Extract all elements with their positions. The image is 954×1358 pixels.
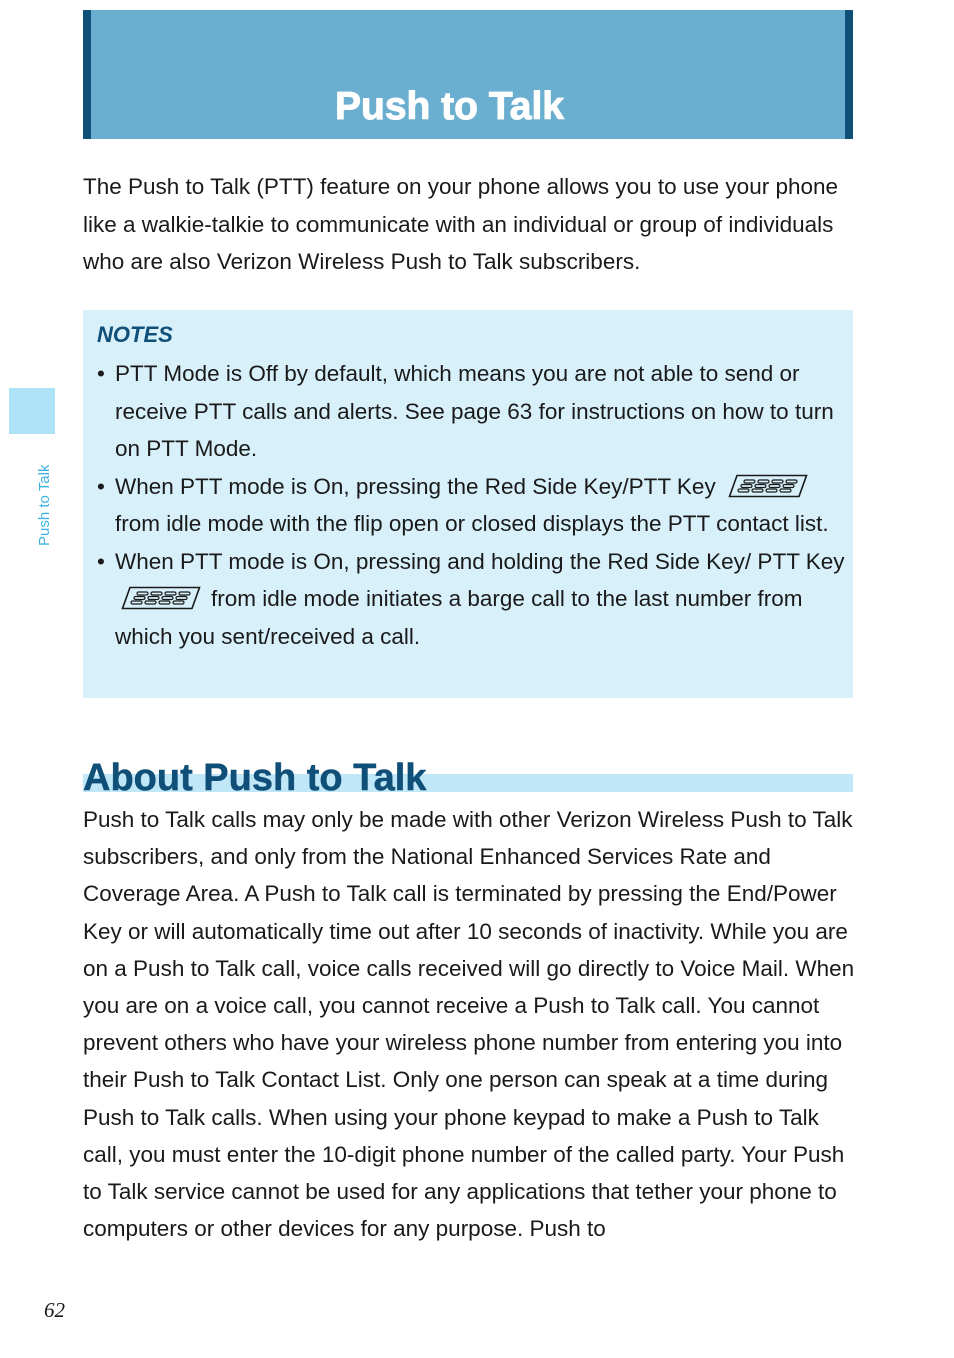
notes-list bbox=[97, 355, 847, 655]
note-text-before: When PTT mode is On, pressing the Red Side Key/PTT Key bbox=[115, 473, 716, 499]
intro-paragraph: The Push to Talk (PTT) feature on your phone allows you to use your phone like a walkie-talkie to communicate with an individual or group of individuals who are also Verizon Wireless Push to Talk subscribers. bbox=[83, 174, 839, 274]
page-number: 62 bbox=[44, 1298, 65, 1322]
title-banner bbox=[83, 10, 853, 139]
section-title: About Push to Talk bbox=[83, 757, 427, 799]
note-item bbox=[97, 355, 847, 468]
note-text-after: from idle mode with the flip open or closed displays the PTT contact list. bbox=[115, 511, 829, 536]
bullet: • bbox=[97, 473, 105, 499]
sidebar-tab bbox=[9, 388, 55, 434]
note-item bbox=[97, 543, 847, 656]
notes-box bbox=[83, 310, 853, 698]
bullet: • bbox=[97, 548, 105, 574]
note-item bbox=[97, 468, 847, 543]
note-text-before: When PTT mode is On, pressing and holding the Red Side Key/ PTT Key bbox=[115, 548, 845, 574]
note-text: PTT Mode is Off by default, which means you are not able to send or receive PTT calls and alerts. See page 63 for instructions on how to turn on PTT Mode. bbox=[115, 361, 834, 461]
section-body: Push to Talk calls may only be made with other Verizon Wireless Push to Talk subscribers, and only from the National Enhanced Services Rate and Coverage Area. A Push to Talk call is terminated by pressing the End/Power Key or will automatically time out after 10 seconds of inactivity. While you are on a Push to Talk call, voice calls received will go directly to Voice Mail. When you are on a voice call, you cannot receive a Push to Talk call. You cannot prevent others who have your wireless phone number from entering you into their Push to Talk Contact List. Only one person can speak at a time during Push to Talk calls. When using your phone keypad to make a Push to Talk call, you must enter the 10-digit phone number of the called party. Your Push to Talk service cannot be used for any applications that tether your phone to computers or other devices for any purpose. Push to bbox=[83, 807, 855, 1242]
sidebar-section-label: Push to Talk bbox=[36, 464, 53, 546]
note-text-after: from idle mode initiates a barge call to the last number from which you sent/received a call. bbox=[115, 586, 803, 649]
side-key-icon bbox=[728, 474, 808, 498]
notes-heading: NOTES bbox=[97, 322, 173, 347]
page-title: Push to Talk bbox=[335, 85, 564, 128]
bullet: • bbox=[97, 361, 105, 386]
side-key-icon bbox=[121, 586, 201, 610]
